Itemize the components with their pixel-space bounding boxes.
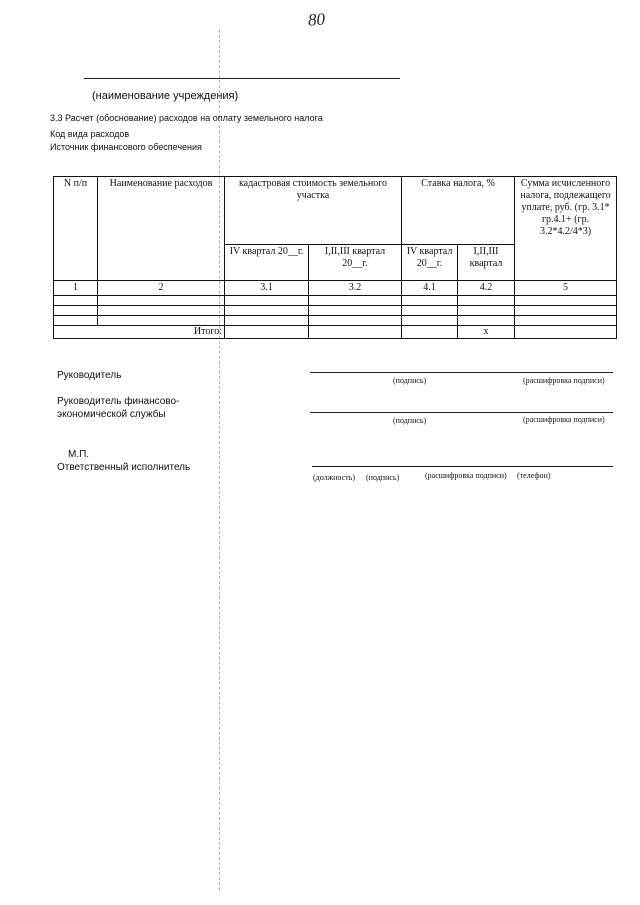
tax-calculation-table bbox=[53, 176, 617, 339]
num-col-5: 5 bbox=[515, 281, 617, 296]
fin-head-label-2: экономической службы bbox=[57, 409, 166, 420]
subheader-cadastral-q1-3: I,II,III квартал 20__г. bbox=[309, 245, 402, 281]
num-col-4-2: 4.2 bbox=[458, 281, 515, 296]
header-num: N п/п bbox=[54, 177, 98, 281]
total-rate-mark: x bbox=[458, 326, 515, 339]
expense-code-label: Код вида расходов bbox=[50, 129, 130, 139]
institution-caption: (наименование учреждения) bbox=[92, 90, 239, 102]
table-cell[interactable] bbox=[309, 306, 402, 316]
num-col-4-1: 4.1 bbox=[402, 281, 458, 296]
head-label: Руководитель bbox=[57, 370, 122, 381]
num-col-2: 2 bbox=[98, 281, 225, 296]
table-cell[interactable] bbox=[458, 306, 515, 316]
executor-label: Ответственный исполнитель bbox=[57, 462, 191, 473]
table-cell[interactable] bbox=[54, 316, 98, 326]
header-tax-sum: Сумма исчисленного налога, подлежащего уплате, руб. (гр. 3.1* гр.4.1+ (гр. 3.2*4.2/4*3) bbox=[515, 177, 617, 281]
table-cell[interactable] bbox=[225, 306, 309, 316]
exec-phone-caption: (телефон) bbox=[517, 471, 551, 480]
table-cell[interactable] bbox=[309, 316, 402, 326]
table-cell[interactable] bbox=[515, 296, 617, 306]
table-row bbox=[54, 316, 617, 326]
total-sum-cell[interactable] bbox=[515, 326, 617, 339]
table-cell[interactable] bbox=[402, 316, 458, 326]
num-col-3-1: 3.1 bbox=[225, 281, 309, 296]
stamp-place: М.П. bbox=[68, 449, 90, 460]
header-tax-rate: Ставка налога, % bbox=[402, 177, 515, 245]
fin-decode-caption: (расшифровка подписи) bbox=[523, 415, 605, 424]
exec-decode-caption: (расшифровка подписи) bbox=[425, 471, 507, 480]
table-row bbox=[54, 296, 617, 306]
fin-sign-caption: (подпись) bbox=[393, 416, 427, 425]
num-col-3-2: 3.2 bbox=[309, 281, 402, 296]
table-row bbox=[54, 306, 617, 316]
header-cadastral-value: кадастровая стоимость земельного участка bbox=[225, 177, 402, 245]
exec-sign-caption: (подпись) bbox=[366, 473, 400, 482]
total-cell[interactable] bbox=[402, 326, 458, 339]
table-cell[interactable] bbox=[98, 316, 225, 326]
total-cell[interactable] bbox=[225, 326, 309, 339]
institution-name-line bbox=[84, 78, 400, 79]
table-cell[interactable] bbox=[225, 296, 309, 306]
funding-source-label: Источник финансового обеспечения bbox=[50, 142, 202, 152]
table-cell[interactable] bbox=[225, 316, 309, 326]
table-cell[interactable] bbox=[98, 296, 225, 306]
table-cell[interactable] bbox=[54, 306, 98, 316]
total-row bbox=[54, 326, 617, 339]
num-col-1: 1 bbox=[54, 281, 98, 296]
table-cell[interactable] bbox=[98, 306, 225, 316]
subheader-rate-q1-3: I,II,III квартал bbox=[458, 245, 515, 281]
section-title: 3.3 Расчет (обоснование) расходов на оплату земельного налога bbox=[50, 113, 323, 123]
table-cell[interactable] bbox=[402, 306, 458, 316]
total-cell[interactable] bbox=[309, 326, 402, 339]
fin-head-signature-line[interactable] bbox=[310, 412, 613, 413]
table-cell[interactable] bbox=[515, 316, 617, 326]
table-cell[interactable] bbox=[458, 296, 515, 306]
header-expense-name: Наименование расходов bbox=[98, 177, 225, 281]
table-cell[interactable] bbox=[458, 316, 515, 326]
executor-signature-line[interactable] bbox=[312, 466, 613, 467]
subheader-cadastral-q4: IV квартал 20__г. bbox=[225, 245, 309, 281]
exec-position-caption: (должность) bbox=[313, 473, 355, 482]
head-signature-line[interactable] bbox=[310, 372, 613, 373]
scan-fold-line bbox=[219, 30, 220, 890]
fin-head-label-1: Руководитель финансово- bbox=[57, 396, 180, 407]
table-cell[interactable] bbox=[54, 296, 98, 306]
page-number: 80 bbox=[307, 9, 326, 30]
table-cell[interactable] bbox=[402, 296, 458, 306]
total-label: Итого: bbox=[54, 326, 225, 339]
head-decode-caption: (расшифровка подписи) bbox=[523, 376, 605, 385]
table-cell[interactable] bbox=[515, 306, 617, 316]
table-cell[interactable] bbox=[309, 296, 402, 306]
head-sign-caption: (подпись) bbox=[393, 376, 427, 385]
subheader-rate-q4: IV квартал 20__г. bbox=[402, 245, 458, 281]
